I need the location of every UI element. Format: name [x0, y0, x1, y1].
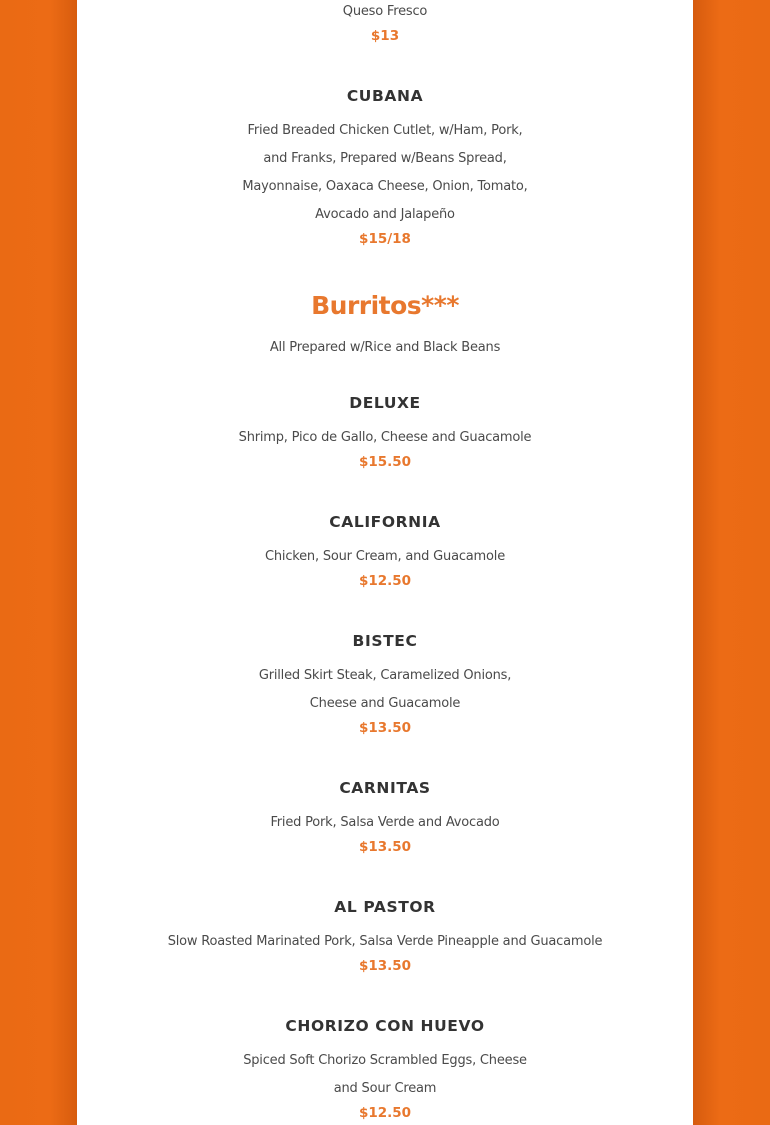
item-price-bistec: $13.50 — [358, 720, 412, 736]
item-description-california: Chicken, Sour Cream, and Guacamole — [264, 549, 505, 564]
item-price-chorizo-con-huevo: $12.50 — [358, 1105, 412, 1121]
item-description-bistec-line-2: Cheese and Guacamole — [309, 696, 461, 711]
item-description-cubana-line-4: Avocado and Jalapeño — [315, 207, 455, 222]
item-title-chorizo-con-huevo: CHORIZO CON HUEVO — [285, 1017, 485, 1035]
section-title-burritos: Burritos*** — [311, 291, 459, 320]
item-title-cubana: CUBANA — [346, 87, 424, 105]
item-price-cubana: $15/18 — [359, 231, 411, 247]
item-description-al-pastor: Slow Roasted Marinated Pork, Salsa Verde Pineapple and Guacamole — [167, 934, 603, 949]
item-price-carnitas: $13.50 — [358, 839, 412, 855]
item-title-bistec: BISTEC — [352, 632, 418, 650]
item-title-california: CALIFORNIA — [329, 513, 441, 531]
item-price-california: $12.50 — [358, 573, 412, 589]
item-description-cubana-line-1: Fried Breaded Chicken Cutlet, w/Ham, Pork, — [247, 123, 523, 138]
top-item-description: Queso Fresco — [342, 4, 428, 19]
item-description-cubana-line-2: and Franks, Prepared w/Beans Spread, — [263, 151, 507, 166]
menu-page — [77, 0, 693, 1125]
item-description-chorizo-line-2: and Sour Cream — [333, 1081, 437, 1096]
item-title-carnitas: CARNITAS — [339, 779, 431, 797]
item-title-al-pastor: AL PASTOR — [334, 898, 436, 916]
section-subtitle-burritos: All Prepared w/Rice and Black Beans — [269, 340, 501, 355]
top-item-price: $13 — [370, 28, 400, 44]
item-description-deluxe: Shrimp, Pico de Gallo, Cheese and Guacamole — [238, 430, 532, 445]
item-description-bistec-line-1: Grilled Skirt Steak, Caramelized Onions, — [258, 668, 512, 683]
item-price-al-pastor: $13.50 — [358, 958, 412, 974]
item-price-deluxe: $15.50 — [358, 454, 412, 470]
item-description-chorizo-line-1: Spiced Soft Chorizo Scrambled Eggs, Cheese — [243, 1053, 527, 1068]
item-description-cubana-line-3: Mayonnaise, Oaxaca Cheese, Onion, Tomato, — [242, 179, 528, 194]
item-description-carnitas: Fried Pork, Salsa Verde and Avocado — [270, 815, 500, 830]
item-title-deluxe: DELUXE — [349, 394, 421, 412]
